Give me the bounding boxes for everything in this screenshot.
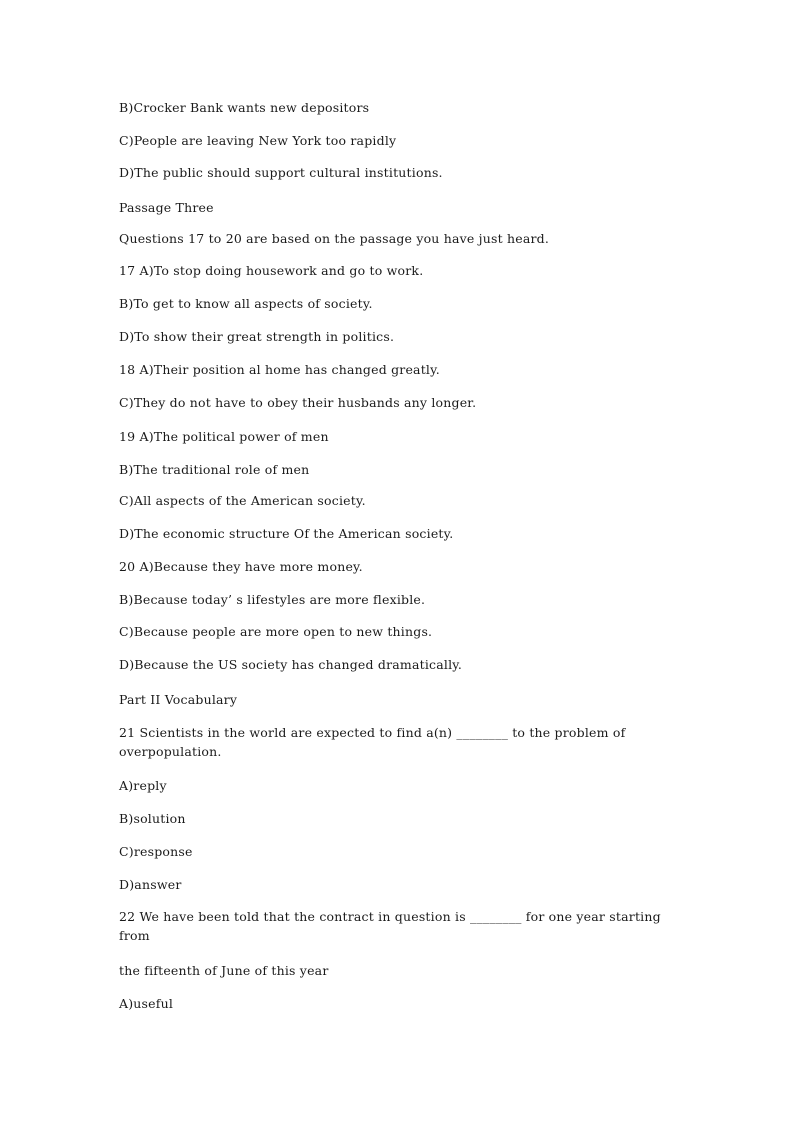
option-line: A)reply xyxy=(119,778,167,793)
option-line: B)solution xyxy=(119,811,186,826)
question-line: 18 A)Their position al home has changed greatly. xyxy=(119,362,440,377)
question-line: 21 Scientists in the world are expected to find a(n) ________ to the problem of overpopulation. xyxy=(119,725,626,759)
text-line: C)All aspects of the American society. xyxy=(119,493,366,508)
text-line: D)Because the US society has changed dramatically. xyxy=(119,657,463,672)
option-line: D)answer xyxy=(119,877,182,892)
text-line: D)The public should support cultural institutions. xyxy=(119,165,443,180)
text-line: B)Because today’ s lifestyles are more flexible. xyxy=(119,592,426,607)
text-line: Questions 17 to 20 are based on the passage you have just heard. xyxy=(119,231,550,246)
question-line: 19 A)The political power of men xyxy=(119,429,329,444)
question-line: 17 A)To stop doing housework and go to work. xyxy=(119,263,424,278)
text-line: the fifteenth of June of this year xyxy=(119,963,329,978)
question-line: 22 We have been told that the contract in question is ________ for one year starting from xyxy=(119,909,661,943)
text-line: D)To show their great strength in politics. xyxy=(119,329,395,344)
section-heading: Passage Three xyxy=(119,200,214,215)
text-line: B)To get to know all aspects of society. xyxy=(119,296,373,311)
option-line: A)useful xyxy=(119,996,174,1011)
text-line: C)Because people are more open to new things. xyxy=(119,624,433,639)
text-line: C)People are leaving New York too rapidly xyxy=(119,133,397,148)
text-line: D)The economic structure Of the American society. xyxy=(119,526,454,541)
text-line: C)They do not have to obey their husbands any longer. xyxy=(119,395,477,410)
text-line: B)The traditional role of men xyxy=(119,462,310,477)
question-line: 20 A)Because they have more money. xyxy=(119,559,363,574)
option-line: C)response xyxy=(119,844,193,859)
text-line: B)Crocker Bank wants new depositors xyxy=(119,100,370,115)
section-heading: Part II Vocabulary xyxy=(119,692,238,707)
